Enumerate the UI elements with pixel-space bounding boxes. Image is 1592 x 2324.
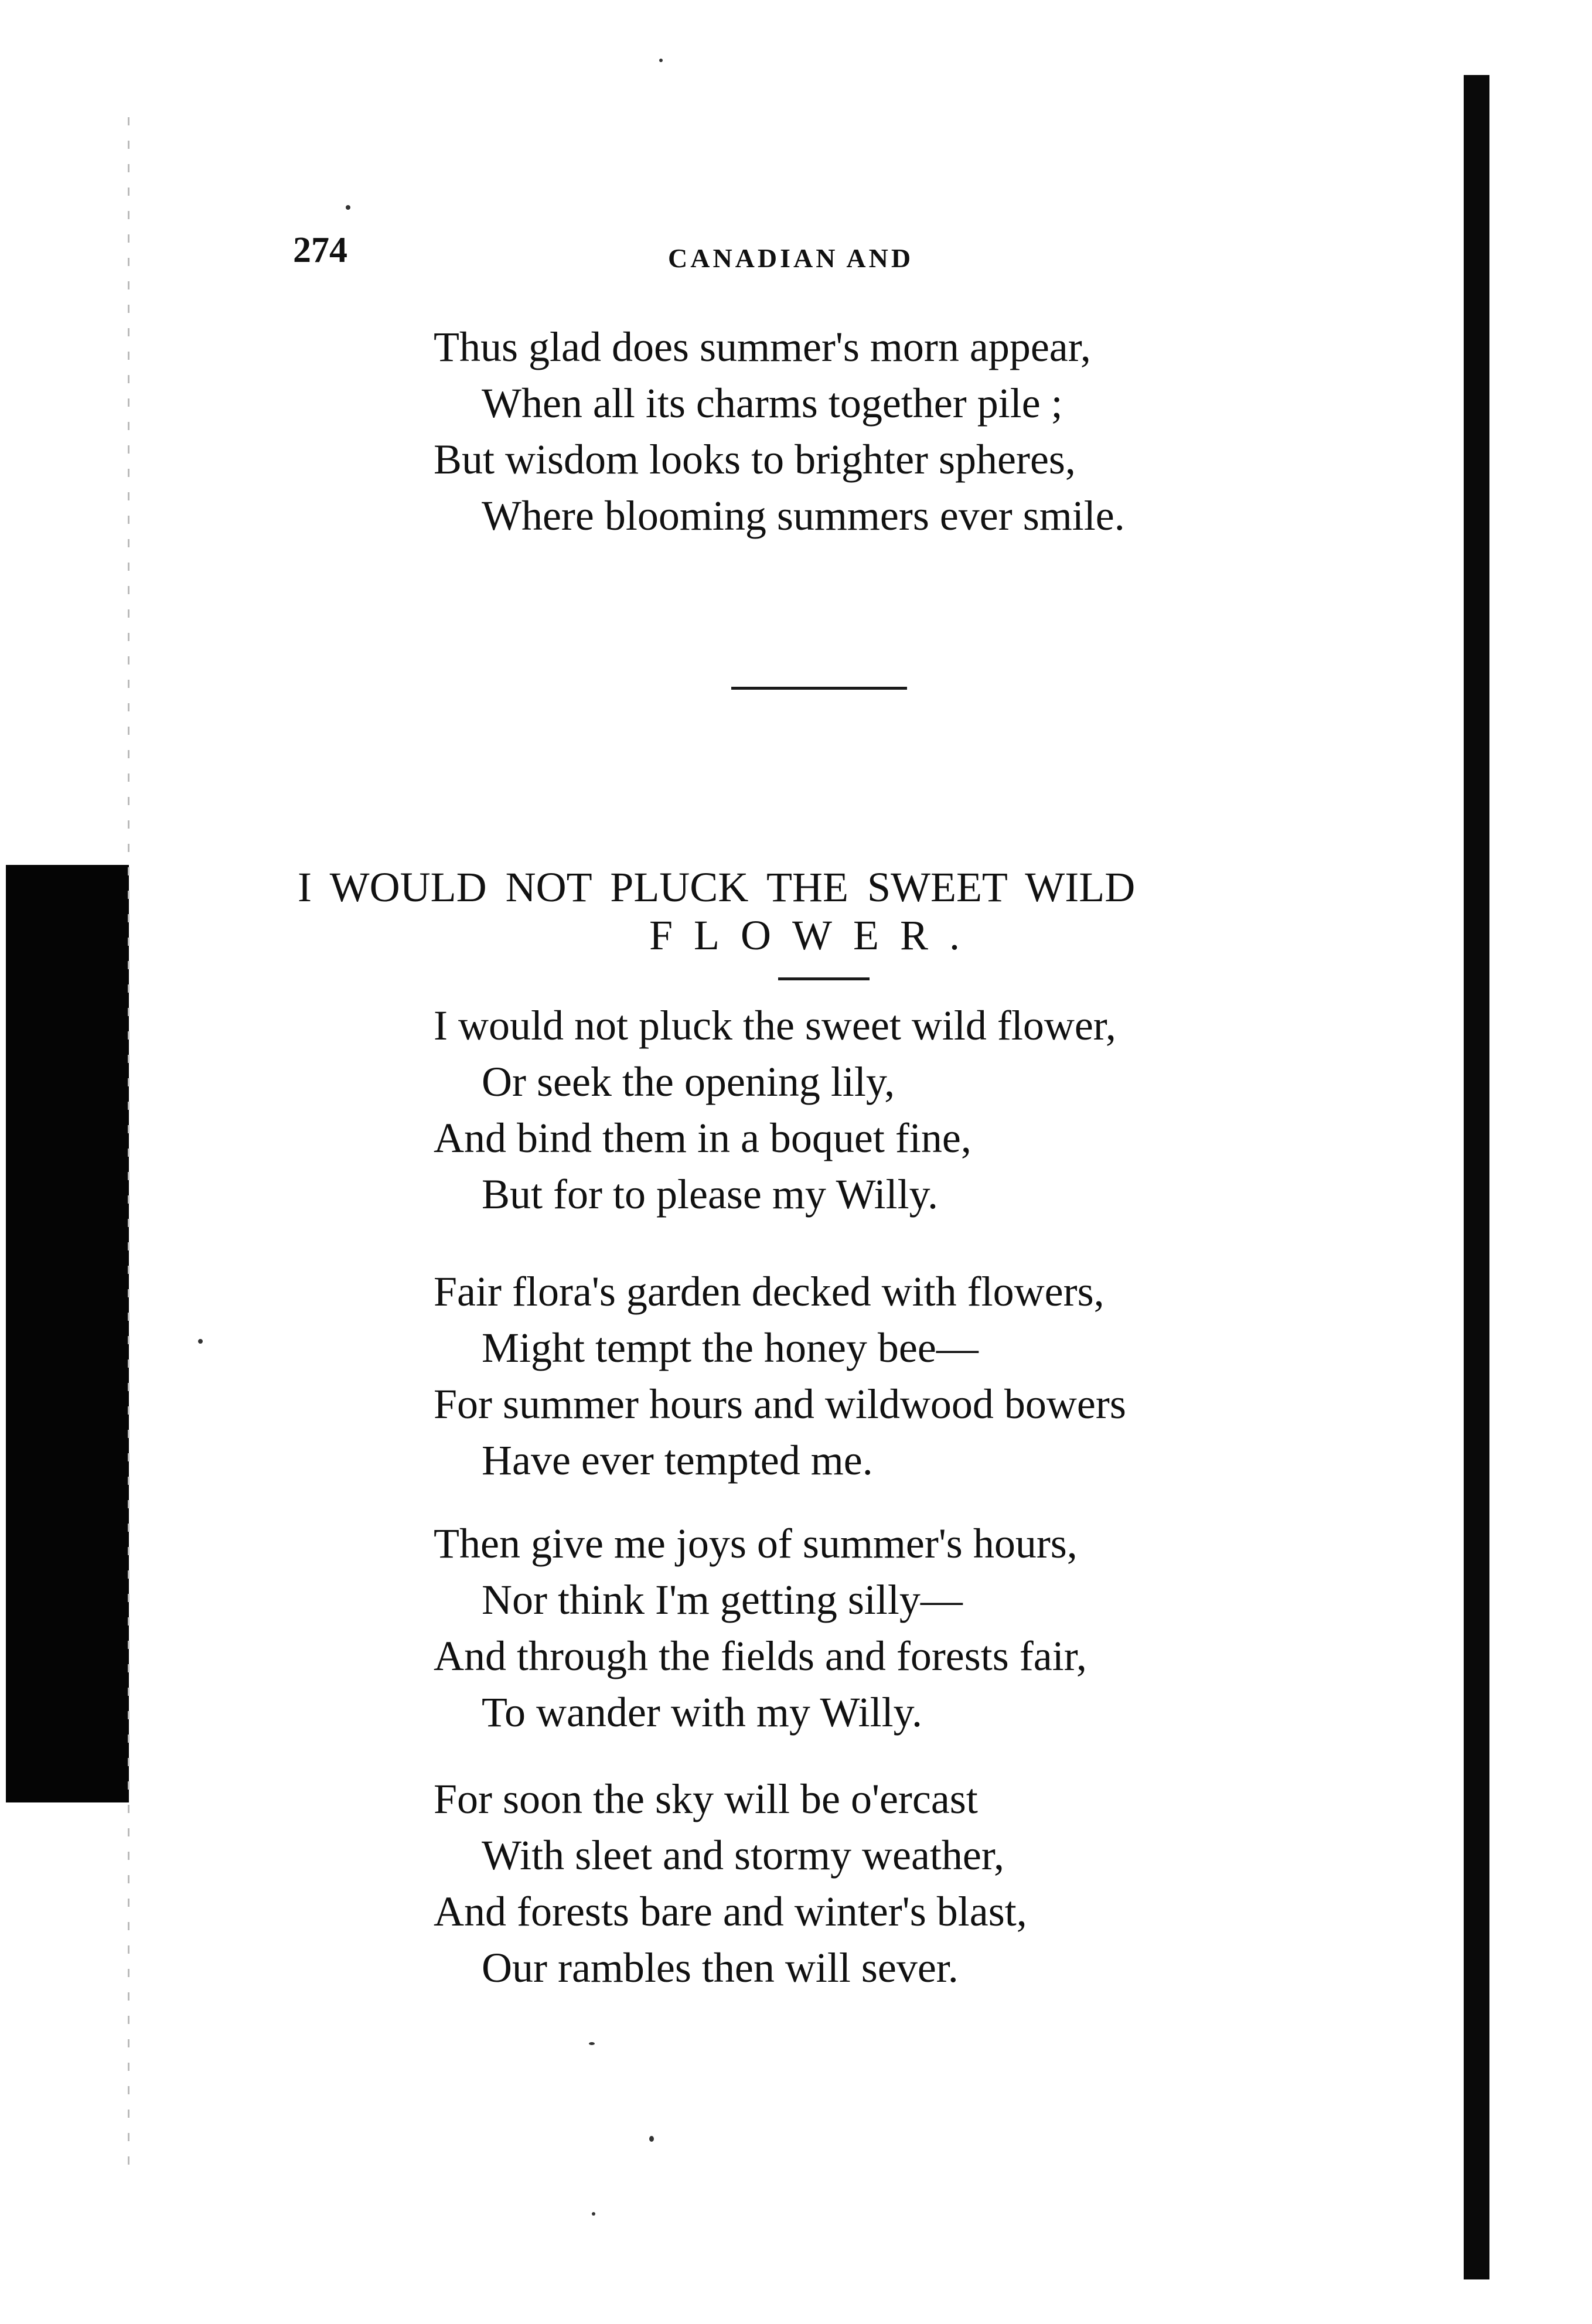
print-speck bbox=[649, 2136, 654, 2142]
poem-line: Then give me joys of summer's hours, bbox=[434, 1520, 1078, 1567]
poem-line: And through the fields and forests fair, bbox=[434, 1633, 1087, 1679]
poem-line: Have ever tempted me. bbox=[482, 1437, 873, 1484]
poem-line: For summer hours and wildwood bowers bbox=[434, 1381, 1126, 1427]
poem-line: Where blooming summers ever smile. bbox=[482, 492, 1125, 539]
poem-line: And bind them in a boquet fine, bbox=[434, 1115, 971, 1161]
poem-line: Thus glad does summer's morn appear, bbox=[434, 323, 1091, 370]
print-speck bbox=[198, 1339, 203, 1344]
print-speck bbox=[659, 59, 663, 62]
poem-line: Our rambles then will sever. bbox=[482, 1944, 959, 1991]
page-edge-left bbox=[6, 865, 129, 1802]
running-head: CANADIAN AND bbox=[668, 243, 914, 273]
poem-line: And forests bare and winter's blast, bbox=[434, 1888, 1027, 1935]
poem-line: I would not pluck the sweet wild flower, bbox=[434, 1002, 1116, 1049]
print-speck bbox=[346, 205, 350, 210]
poem-line: But for to please my Willy. bbox=[482, 1171, 938, 1218]
poem-line: Might tempt the honey bee— bbox=[482, 1324, 979, 1371]
poem-title-continued: FLOWER. bbox=[649, 912, 981, 959]
poem-line: Nor think I'm getting silly— bbox=[482, 1576, 963, 1623]
poem-line: For soon the sky will be o'ercast bbox=[434, 1776, 978, 1822]
title-rule bbox=[778, 977, 870, 980]
poem-title: I WOULD NOT PLUCK THE SWEET WILD bbox=[298, 864, 1136, 911]
gutter-shadow bbox=[128, 117, 129, 2168]
poem-line: Or seek the opening lily, bbox=[482, 1058, 895, 1105]
page-edge-right bbox=[1464, 75, 1489, 2279]
print-speck bbox=[592, 2212, 595, 2216]
page-number: 274 bbox=[293, 230, 347, 270]
print-speck bbox=[589, 2042, 595, 2045]
poem-line: Fair flora's garden decked with flowers, bbox=[434, 1268, 1104, 1315]
poem-line: To wander with my Willy. bbox=[482, 1689, 922, 1736]
poem-line: When all its charms together pile ; bbox=[482, 380, 1063, 427]
poem-line: With sleet and stormy weather, bbox=[482, 1832, 1004, 1879]
poem-line: But wisdom looks to brighter spheres, bbox=[434, 436, 1076, 483]
section-divider bbox=[731, 687, 907, 690]
